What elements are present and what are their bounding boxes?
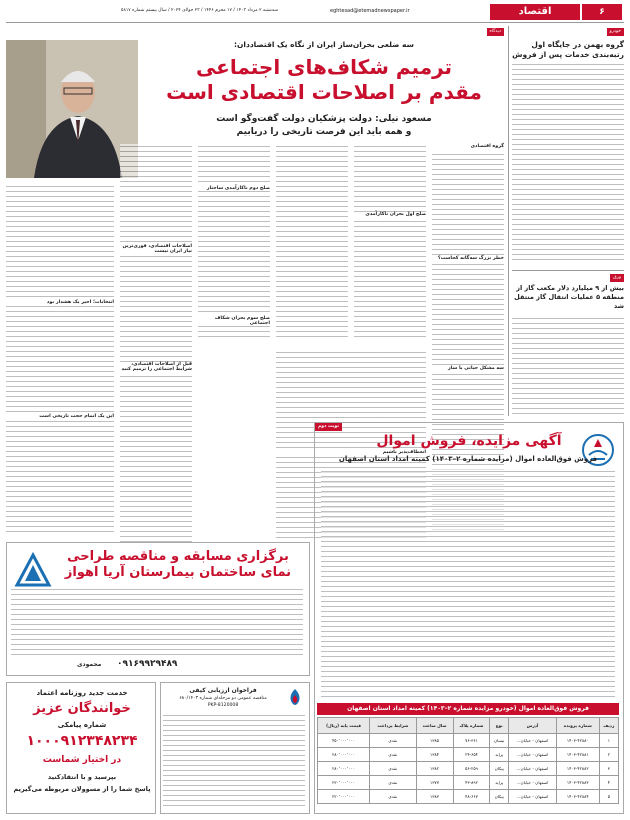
table-cell: ۲۴-۶۵۴ [453, 748, 490, 762]
table-cell: ۱۳۸۵ [416, 734, 453, 748]
sidebar-divider [512, 270, 624, 271]
column-header: آدرس [509, 718, 557, 734]
table-cell: اصفهان - خیابان... [509, 790, 557, 804]
auction-body-text [321, 469, 615, 699]
sms-number: ۱۰۰۰۹۱۲۳۴۸۲۳۴ [26, 733, 138, 749]
column-header: ردیف [599, 718, 618, 734]
column-rule [508, 26, 509, 416]
kicker-tag: دیدگاه [487, 28, 505, 36]
tender-phone: ۰۹۱۶۹۹۲۹۴۸۹ [117, 659, 178, 669]
table-cell: پیکان [490, 762, 509, 776]
small-ad-body [163, 713, 305, 809]
article-body-column [6, 184, 114, 534]
table-cell: ۱۳۸۴ [416, 748, 453, 762]
sidebar [512, 26, 624, 416]
classified-ad [6, 682, 156, 814]
auction-table [317, 717, 619, 804]
article-subhead: انعطاف‌پذیر باشیم [276, 450, 426, 455]
table-header-row [318, 718, 619, 734]
header-divider [6, 22, 624, 23]
column-header: شماره پرونده [556, 718, 599, 734]
table-cell: ۱۴۰۳-۴۲۸۸۳ [556, 776, 599, 790]
article-title: مقدم بر اصلاحات اقتصادی است [166, 80, 482, 104]
classified-line: خوانندگان عزیز [33, 701, 131, 716]
table-row [318, 790, 619, 804]
small-ad-subtitle: مناقصه عمومی دو مرحله‌ای شماره ۶۸۰/۱۴۰۳ [179, 696, 267, 701]
auction-ad [314, 422, 624, 814]
section-label: اقتصاد [490, 4, 580, 20]
table-cell: ۷۶-۳۶۱ [453, 734, 490, 748]
table-row [318, 734, 619, 748]
table-cell: ۱۳۸۲ [416, 762, 453, 776]
article-subhead: صلح سوم بحران شکاف اجتماعی [198, 316, 270, 326]
sidebar-tag: ورق [610, 274, 624, 282]
tender-signature: محمودی [77, 661, 102, 668]
article-subhead: گروه اقتصادی [470, 144, 504, 149]
article-subhead: سه مشکل حیاتی با ساز [432, 366, 504, 371]
article-subhead: قبل از اصلاحات اقتصادی، شرایط اجتماعی را ترمیم کنید [121, 362, 192, 372]
table-cell: ۲ [599, 748, 618, 762]
table-cell: نقدی [370, 762, 417, 776]
classified-line: پاسخ‌ شما را از مسوولان مربوطه می‌گیریم [13, 785, 151, 793]
article-subhead: صلح دوم ناکارآمدی ساختار [198, 186, 270, 191]
table-cell: اصفهان - خیابان... [509, 762, 557, 776]
table-cell: پیکان [490, 790, 509, 804]
column-header: نوع [490, 718, 509, 734]
table-cell: نقدی [370, 790, 417, 804]
table-cell: اصفهان - خیابان... [509, 734, 557, 748]
sidebar-headline: گروه بهمن در جایگاه اول رتبه‌بندی خدمات پس از فروش [512, 40, 624, 59]
auction-corner-tag: نوبت دوم [315, 423, 342, 431]
table-cell: ۴ [599, 776, 618, 790]
hospital-logo [13, 551, 53, 591]
table-cell: ۲۸۰٬۰۰۰٬۰۰۰ [318, 762, 370, 776]
classified-line: شماره پیامکی [57, 721, 107, 729]
table-cell: ۲۳۰٬۰۰۰٬۰۰۰ [318, 776, 370, 790]
table-cell: ۵۶-۲۵۹ [453, 762, 490, 776]
table-row [318, 776, 619, 790]
table-cell: ۴۸-۶۶۷ [453, 790, 490, 804]
sidebar-headline: بیش از ۹ میلیارد دلار مکعب گاز از منطقه ۵ عملیات انتقال گاز منتقل شد [514, 284, 624, 310]
article-deck: مسعود نیلی: دولت پزشکیان دولت گفت‌وگو است [216, 114, 432, 124]
article-body-column [198, 144, 270, 340]
date-line: سه‌شنبه ۲ مرداد ۱۴۰۳ / ۱۷ محرم ۱۴۴۶ / ۲۳ جولای ۲۰۲۴ / سال بیستم شماره ۵۸۱۷ [121, 8, 278, 13]
article-body-column [120, 144, 192, 544]
website[interactable]: eghtesad@etemadnewspaper.ir [330, 8, 410, 14]
flame-logo-icon [285, 687, 305, 707]
table-cell: ۵ [599, 790, 618, 804]
table-cell: ۳ [599, 762, 618, 776]
article-body-column [276, 144, 348, 340]
article-subhead: این یک اتمام حجت تاریخی است [6, 414, 114, 419]
table-row [318, 762, 619, 776]
table-cell: اصفهان - خیابان... [509, 776, 557, 790]
column-header: سال ساخت [416, 718, 453, 734]
page-number-badge: ۶ [582, 4, 622, 20]
auction-subtitle: فروش فوق‌العاده اموال (مزایده شماره ۲–۱۴۰۳) کمیته امداد استان اصفهان [338, 455, 598, 463]
company-logo [285, 687, 305, 707]
tender-ad [6, 542, 310, 676]
table-cell: پراید [490, 776, 509, 790]
column-header: شماره پلاک [453, 718, 490, 734]
table-cell: نقدی [370, 748, 417, 762]
table-cell: ۱ [599, 734, 618, 748]
auction-table-title: فروش فوق‌العاده اموال (خودرو مزایده شماره ۲–۱۴۰۳) کمیته امداد استان اصفهان [317, 703, 619, 715]
article-deck: و همه باید این فرصت تاریخی را دریابیم [236, 127, 412, 137]
table-cell: ۲۸۰٬۰۰۰٬۰۰۰ [318, 748, 370, 762]
small-ad-title: فراخوان ارزیابی کیفی [189, 687, 257, 694]
tender-title: نمای ساختمان بیمارستان آریا اهواز [64, 565, 292, 580]
tender-title: برگزاری مسابقه و مناقصه طراحی [67, 549, 289, 564]
page-header [0, 0, 630, 22]
article-body-column [354, 144, 426, 340]
person-illustration [6, 40, 138, 178]
classified-line: بپرسید و با انتقادکنید [47, 773, 117, 781]
table-cell: نیسان [490, 734, 509, 748]
article-title: ترمیم شکاف‌های اجتماعی [195, 55, 453, 79]
table-cell: ۱۳۸۳ [416, 790, 453, 804]
table-cell: ۱۴۰۳-۴۲۸۸۲ [556, 762, 599, 776]
table-cell: ۲۲۰٬۰۰۰٬۰۰۰ [318, 790, 370, 804]
sidebar-tag: خودرو [607, 28, 624, 36]
article-subhead: صلح اول بحران ناکارآمدی [354, 212, 426, 217]
table-cell: اصفهان - خیابان... [509, 748, 557, 762]
small-ad [160, 682, 310, 814]
table-cell: نقدی [370, 776, 417, 790]
classified-line: خدمت جدید روزنامه اعتماد [36, 689, 128, 697]
auction-title: آگهی مزایده، فروش اموال [376, 433, 562, 449]
triangle-logo-icon [13, 551, 53, 591]
article-subhead: انتخابات؛ اخیر یک هشدار بود [6, 300, 114, 305]
small-ad-code: PKP-8120008 [207, 703, 239, 708]
table-cell: ۱۴۰۳-۴۲۸۸۱ [556, 748, 599, 762]
article-subhead: خطر بزرگ سه‌گانه کجاست؟ [432, 256, 504, 261]
article-subhead: اصلاحات اقتصادی، فوری‌ترین نیاز ایران نیست [120, 244, 192, 254]
tender-body-text [11, 587, 303, 657]
table-cell: ۱۴۰۳-۴۲۸۸۴ [556, 790, 599, 804]
table-cell: نقدی [370, 734, 417, 748]
sidebar-body-text [512, 62, 624, 262]
table-cell: ۴۳-۸۹۲ [453, 776, 490, 790]
portrait-photo [6, 40, 138, 178]
table-cell: ۱۳۷۷ [416, 776, 453, 790]
table-row [318, 748, 619, 762]
column-header: شرایط پرداخت [370, 718, 417, 734]
table-cell: ۱۴۰۳-۴۲۸۸۰ [556, 734, 599, 748]
classified-line: در اختیار شماست [42, 755, 122, 765]
article-subtitle: سه ضلعی بحران‌ساز ایران از نگاه یک اقتصاددان: [234, 40, 414, 49]
table-cell: ۴۵۰٬۰۰۰٬۰۰۰ [318, 734, 370, 748]
table-cell: پراید [490, 748, 509, 762]
column-header: قیمت پایه (ریال) [318, 718, 370, 734]
sidebar-body-text [512, 316, 624, 414]
